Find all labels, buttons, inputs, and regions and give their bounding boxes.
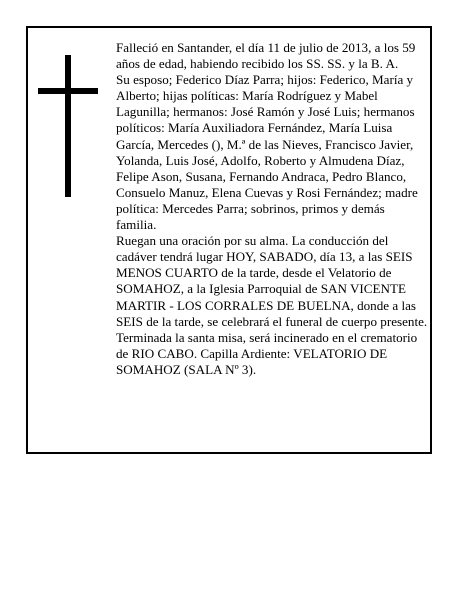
cross-vertical-bar <box>65 55 71 197</box>
family-list: Su esposo; Federico Díaz Parra; hijos: Federico, María y Alberto; hijas políticas: María Rodríguez y Mabel Lagunilla; hermanos: José Ramón y José Luis; hermanos políticos: María Auxiliadora Fernández, María Luisa García, Mercedes (), M.ª de las Nieves, Francisco Javier, Yolanda, Luis José, Adolfo, Roberto y Almudena Díaz, Felipe Ason, Susana, Fernando Andraca, Pedro Blanco, Consuelo Manuz, Elena Cuevas y Rosi Fernández; madre política: Mercedes Parra; sobrinos, primos y demás familia. <box>116 72 418 233</box>
obituary-text <box>116 40 428 378</box>
cross-horizontal-bar <box>38 88 98 94</box>
cross-icon <box>38 55 100 197</box>
funeral-details: Ruegan una oración por su alma. La conducción del cadáver tendrá lugar HOY, SABADO, día 13, a las SEIS MENOS CUARTO de la tarde, desde el Velatorio de SOMAHOZ, a la Iglesia Parroquial de SAN VICENTE MARTIR - LOS CORRALES DE BUELNA, donde a las SEIS de la tarde, se celebrará el funeral de cuerpo presente. Terminada la santa misa, será incinerado en el crematorio de RIO CABO. Capilla Ardiente: VELATORIO DE SOMAHOZ (SALA Nº 3). <box>116 233 428 377</box>
death-announcement: Falleció en Santander, el día 11 de julio de 2013, a los 59 años de edad, habiendo recibido los SS. SS. y la B. A. <box>116 40 416 72</box>
obituary-notice <box>26 26 432 454</box>
